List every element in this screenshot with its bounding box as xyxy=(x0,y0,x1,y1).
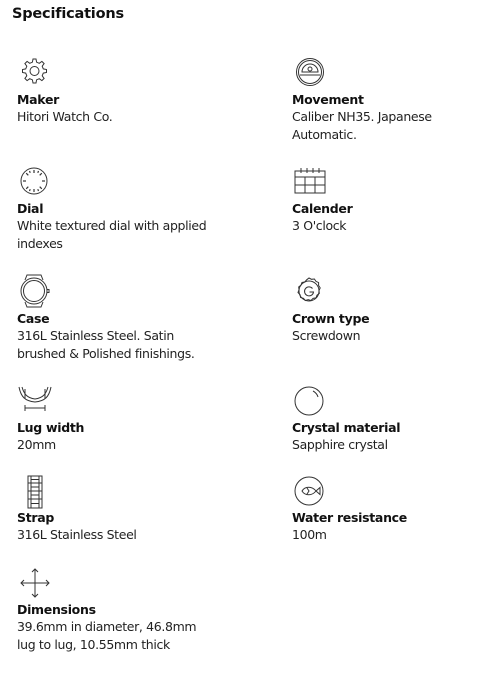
movement-icon xyxy=(292,57,326,87)
spec-value: White textured dial with applied indexes xyxy=(17,218,207,251)
spec-label: Maker xyxy=(17,92,59,107)
strap-icon xyxy=(17,475,51,509)
spec-label: Case xyxy=(17,311,50,326)
spec-value: Caliber NH35. Japanese Automatic. xyxy=(292,109,432,142)
spec-dial xyxy=(17,166,217,253)
spec-value: 39.6mm in diameter, 46.8mm lug to lug, 10.55mm thick xyxy=(17,619,197,652)
crystal-icon xyxy=(292,385,326,417)
spec-lug-width xyxy=(17,385,217,454)
spec-value: 316L Stainless Steel xyxy=(17,527,137,542)
spec-label: Dial xyxy=(17,201,44,216)
spec-value: 100m xyxy=(292,527,327,542)
gear-icon xyxy=(17,57,51,87)
spec-value: Hitori Watch Co. xyxy=(17,109,113,124)
spec-label: Lug width xyxy=(17,420,85,435)
spec-label: Crystal material xyxy=(292,420,401,435)
spec-strap xyxy=(17,475,217,544)
spec-value: 3 O'clock xyxy=(292,218,347,233)
spec-value: 20mm xyxy=(17,437,56,452)
spec-value: Sapphire crystal xyxy=(292,437,388,452)
spec-label: Dimensions xyxy=(17,602,96,617)
watch-case-icon xyxy=(17,274,51,308)
water-resistance-icon xyxy=(292,475,326,507)
spec-label: Crown type xyxy=(292,311,370,326)
spec-label: Movement xyxy=(292,92,364,107)
spec-calender xyxy=(292,166,487,235)
page-title: Specifications xyxy=(12,6,124,22)
spec-value: 316L Stainless Steel. Satin brushed & Polished finishings. xyxy=(17,328,195,361)
calendar-icon xyxy=(292,166,328,196)
spec-label: Strap xyxy=(17,510,55,525)
dimensions-icon xyxy=(17,567,53,599)
lug-width-icon xyxy=(17,385,55,415)
spec-movement xyxy=(292,57,487,144)
spec-crown xyxy=(292,274,487,345)
spec-water-resistance xyxy=(292,475,487,544)
crown-icon xyxy=(292,274,326,308)
dial-icon xyxy=(17,166,51,196)
spec-label: Calender xyxy=(292,201,353,216)
spec-dimensions xyxy=(17,567,217,654)
spec-case xyxy=(17,274,217,363)
spec-crystal xyxy=(292,385,487,454)
spec-maker xyxy=(17,57,217,126)
spec-value: Screwdown xyxy=(292,328,361,343)
spec-label: Water resistance xyxy=(292,510,407,525)
